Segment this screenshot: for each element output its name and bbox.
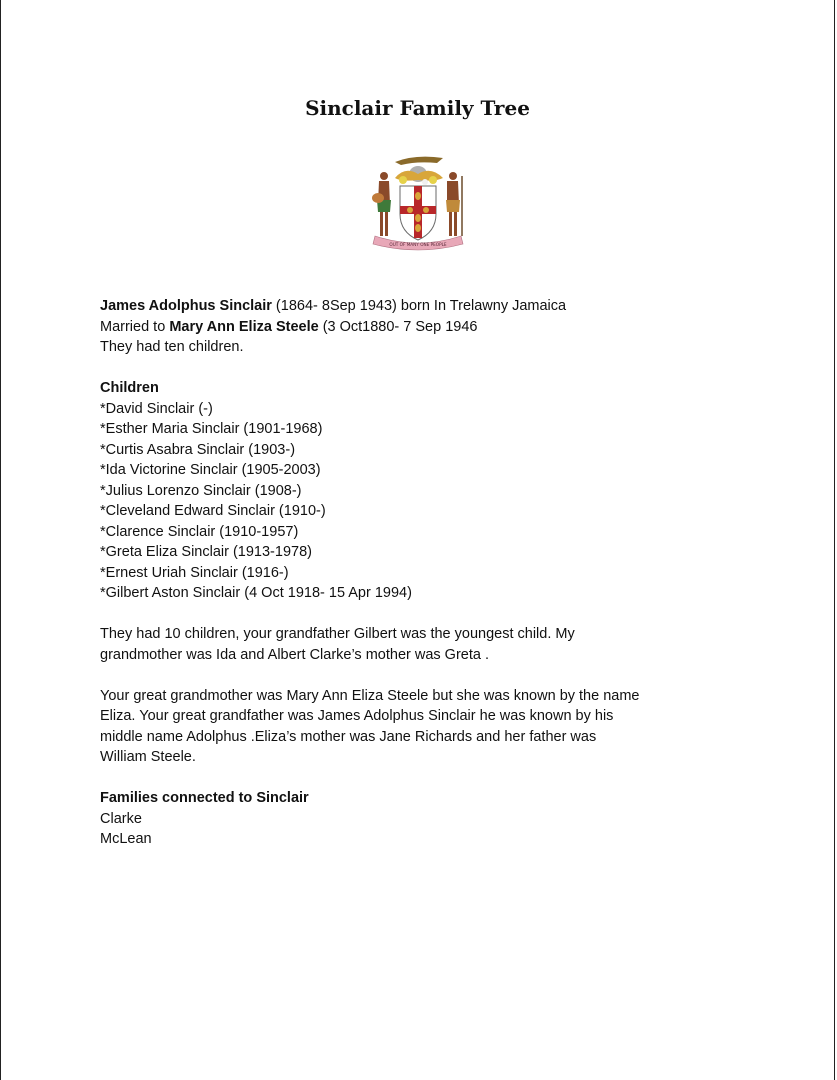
jamaica-coat-of-arms [365, 152, 471, 256]
list-item: *Ida Victorine Sinclair (1905-2003) [100, 462, 321, 478]
paragraph-great-grandparents: Your great grandmother was Mary Ann Eliza Steele but she was known by the name Eliza. Your great grandfather was James Adolphus Sinclair he was known by his middle name Adolphus .Eliza’s mother was Jane Richards and her father was William Steele. [100, 687, 640, 765]
shield-icon [400, 186, 436, 240]
paragraph-children-summary: They had 10 children, your grandfather Gilbert was the youngest child. My grandmother was Ida and Albert Clarke’s mother was Greta . [100, 626, 575, 663]
families-list [100, 809, 700, 850]
right-supporter-figure [446, 172, 462, 236]
children-list [100, 399, 700, 604]
left-supporter-figure [372, 172, 391, 236]
list-item: *Esther Maria Sinclair (1901-1968) [100, 421, 323, 437]
document-body [100, 296, 700, 850]
list-item: McLean [100, 831, 152, 847]
wife-name: Mary Ann Eliza Steele [169, 318, 319, 335]
husband-name: James Adolphus Sinclair [100, 298, 272, 314]
svg-text:OUT OF MANY ONE PEOPLE: OUT OF MANY ONE PEOPLE [389, 242, 447, 247]
list-item: *Curtis Asabra Sinclair (1903-) [100, 441, 296, 458]
list-item: *Clarence Sinclair (1910-1957) [100, 523, 299, 540]
list-item: *Ernest Uriah Sinclair (1916-) [100, 564, 289, 581]
list-item: *David Sinclair (-) [100, 400, 213, 417]
intro-line-3: They had ten children. [100, 339, 244, 355]
intro-line-1: James Adolphus Sinclair (1864- 8Sep 1943) born In Trelawny Jamaica [100, 298, 567, 314]
list-item: *Julius Lorenzo Sinclair (1908-) [100, 482, 302, 499]
list-item: *Cleveland Edward Sinclair (1910-) [100, 503, 326, 519]
crocodile-icon [395, 157, 443, 165]
page-title: Sinclair Family Tree [305, 96, 530, 120]
intro-line-2: Married to Mary Ann Eliza Steele (3 Oct1880- 7 Sep 1946 [100, 318, 478, 335]
families-heading: Families connected to Sinclair [100, 790, 309, 806]
list-item: *Gilbert Aston Sinclair (4 Oct 1918- 15 Apr 1994) [100, 585, 412, 601]
list-item: *Greta Eliza Sinclair (1913-1978) [100, 544, 312, 560]
list-item: Clarke [100, 810, 142, 827]
children-heading: Children [100, 380, 159, 396]
